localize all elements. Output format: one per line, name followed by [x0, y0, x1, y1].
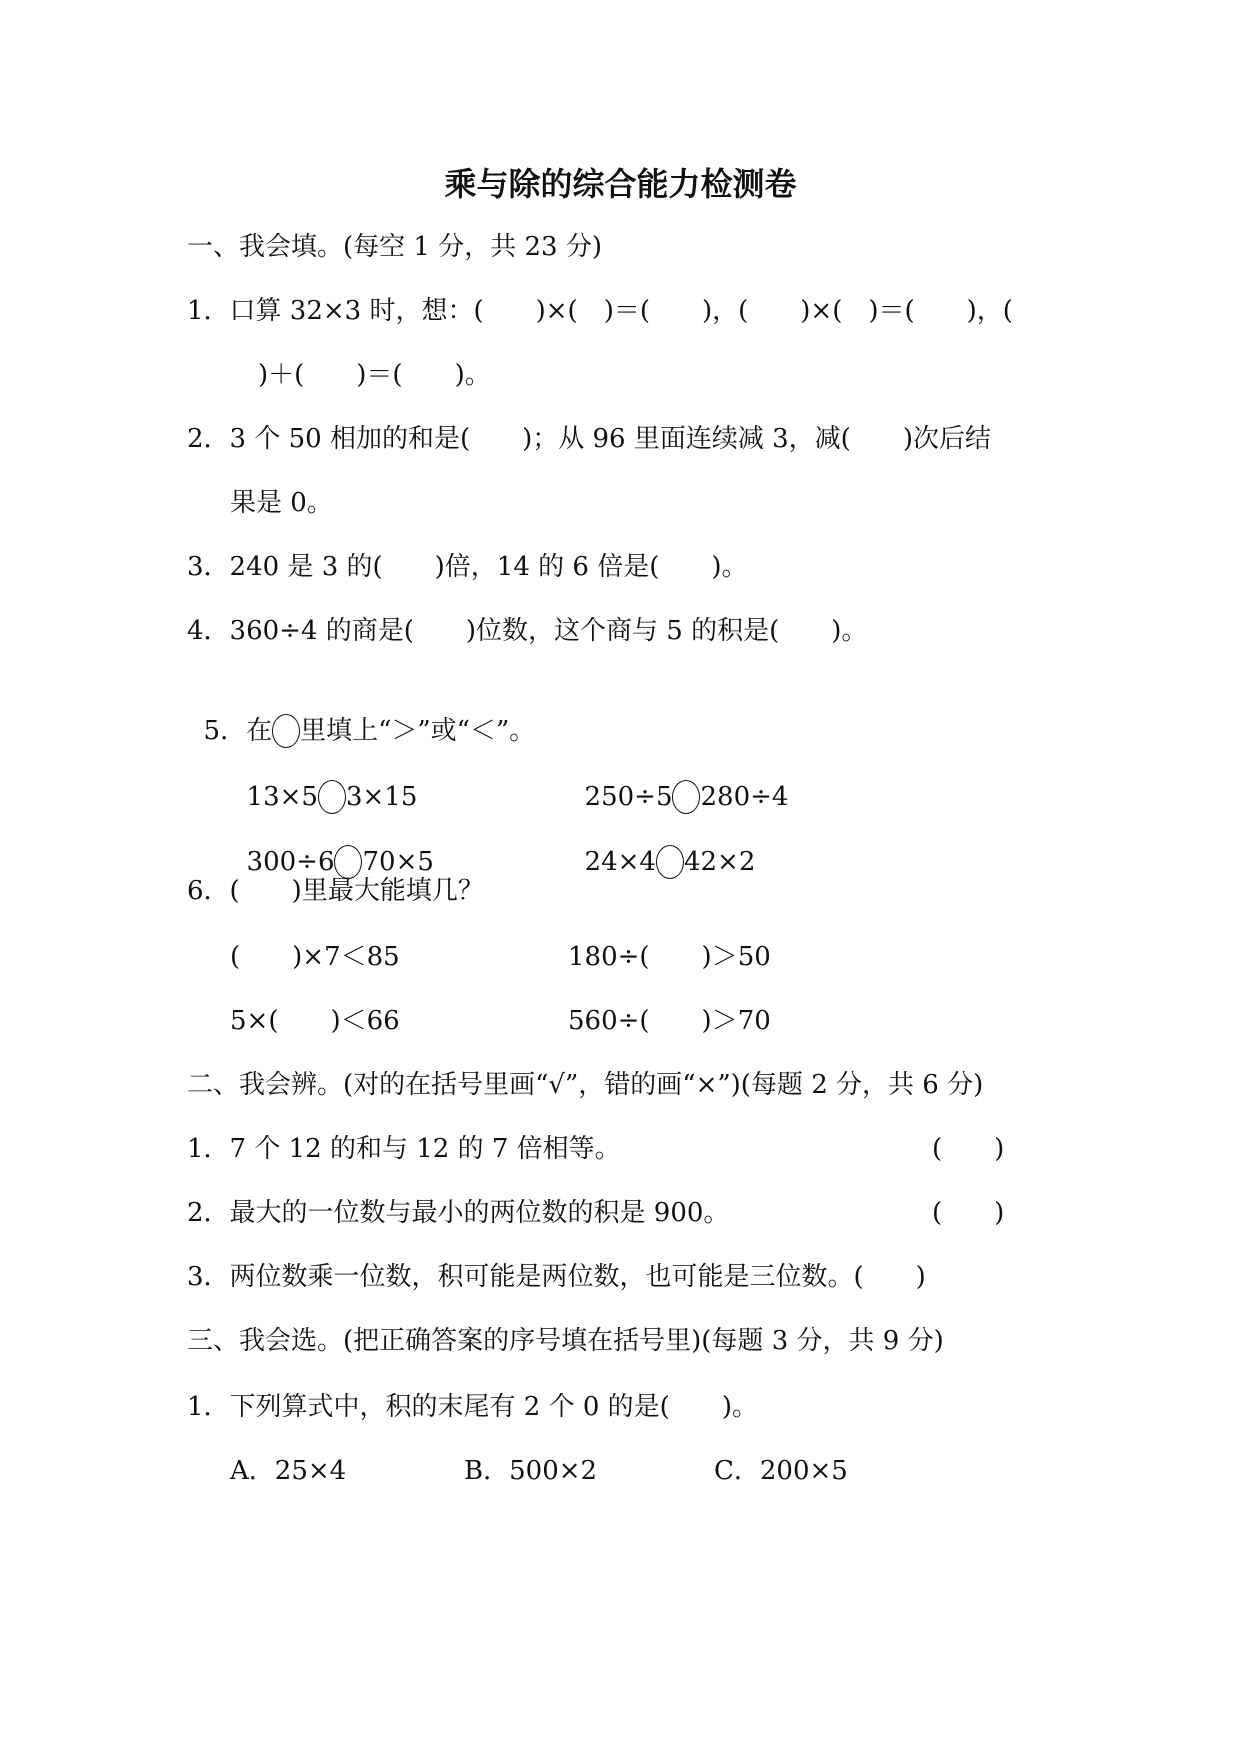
judge-item-text: 1．7 个 12 的和与 12 的 7 倍相等。 [187, 1134, 621, 1164]
compare-right: 280÷4 [700, 782, 789, 812]
compare-item [568, 811, 755, 879]
question-1-5-intro [187, 680, 535, 748]
fill-item: 180÷( )＞50 [568, 942, 771, 972]
section-2-heading: 二、我会辨。(对的在括号里画“√”，错的画“×”)(每题 2 分，共 6 分) [187, 1070, 984, 1100]
compare-left: 13×5 [246, 782, 318, 812]
question-3-1: 1．下列算式中，积的末尾有 2 个 0 的是( )。 [187, 1392, 758, 1422]
question-1-2-line1: 2．3 个 50 相加的和是( )；从 96 里面连续减 3，减( )次后结 [187, 424, 991, 454]
circle-icon[interactable] [656, 845, 684, 879]
section-1-heading: 一、我会填。(每空 1 分，共 23 分) [187, 232, 602, 262]
option-a: A．25×4 [230, 1456, 347, 1486]
judge-item-text: 3．两位数乘一位数，积可能是两位数，也可能是三位数。( ) [187, 1262, 926, 1292]
question-1-6-intro: 6．( )里最大能填几？ [187, 876, 484, 906]
compare-left: 300÷6 [246, 847, 335, 877]
q5-intro-prefix: 5．在 [203, 716, 273, 746]
circle-icon[interactable] [672, 780, 700, 814]
compare-right: 3×15 [345, 782, 418, 812]
judge-item-text: 2．最大的一位数与最小的两位数的积是 900。 [187, 1198, 730, 1228]
compare-left: 24×4 [584, 847, 656, 877]
compare-item [230, 811, 434, 879]
compare-item [230, 746, 417, 814]
answer-blank[interactable]: ( ) [932, 1198, 1005, 1228]
compare-right: 42×2 [683, 847, 756, 877]
question-1-4: 4．360÷4 的商是( )位数，这个商与 5 的积是( )。 [187, 616, 868, 646]
answer-blank[interactable]: ( ) [932, 1134, 1005, 1164]
compare-left: 250÷5 [584, 782, 673, 812]
fill-item: ( )×7＜85 [230, 942, 400, 972]
compare-item [568, 746, 788, 814]
circle-icon[interactable] [318, 780, 346, 814]
q5-intro-suffix: 里填上“＞”或“＜”。 [300, 716, 536, 746]
option-b: B．500×2 [464, 1456, 598, 1486]
section-3-heading: 三、我会选。(把正确答案的序号填在括号里)(每题 3 分，共 9 分) [187, 1326, 944, 1356]
circle-icon [272, 714, 300, 748]
page-title: 乘与除的综合能力检测卷 [444, 165, 797, 203]
question-1-1-line2: )＋( )＝( )。 [258, 360, 491, 390]
question-1-3: 3．240 是 3 的( )倍，14 的 6 倍是( )。 [187, 552, 748, 582]
compare-right: 70×5 [362, 847, 434, 877]
fill-item: 560÷( )＞70 [568, 1006, 771, 1036]
fill-item: 5×( )＜66 [230, 1006, 400, 1036]
question-1-1-line1: 1．口算 32×3 时，想：( )×( )＝( )，( )×( )＝( )，( [187, 296, 1013, 326]
question-1-2-line2: 果是 0。 [230, 488, 333, 518]
option-c: C．200×5 [714, 1456, 848, 1486]
